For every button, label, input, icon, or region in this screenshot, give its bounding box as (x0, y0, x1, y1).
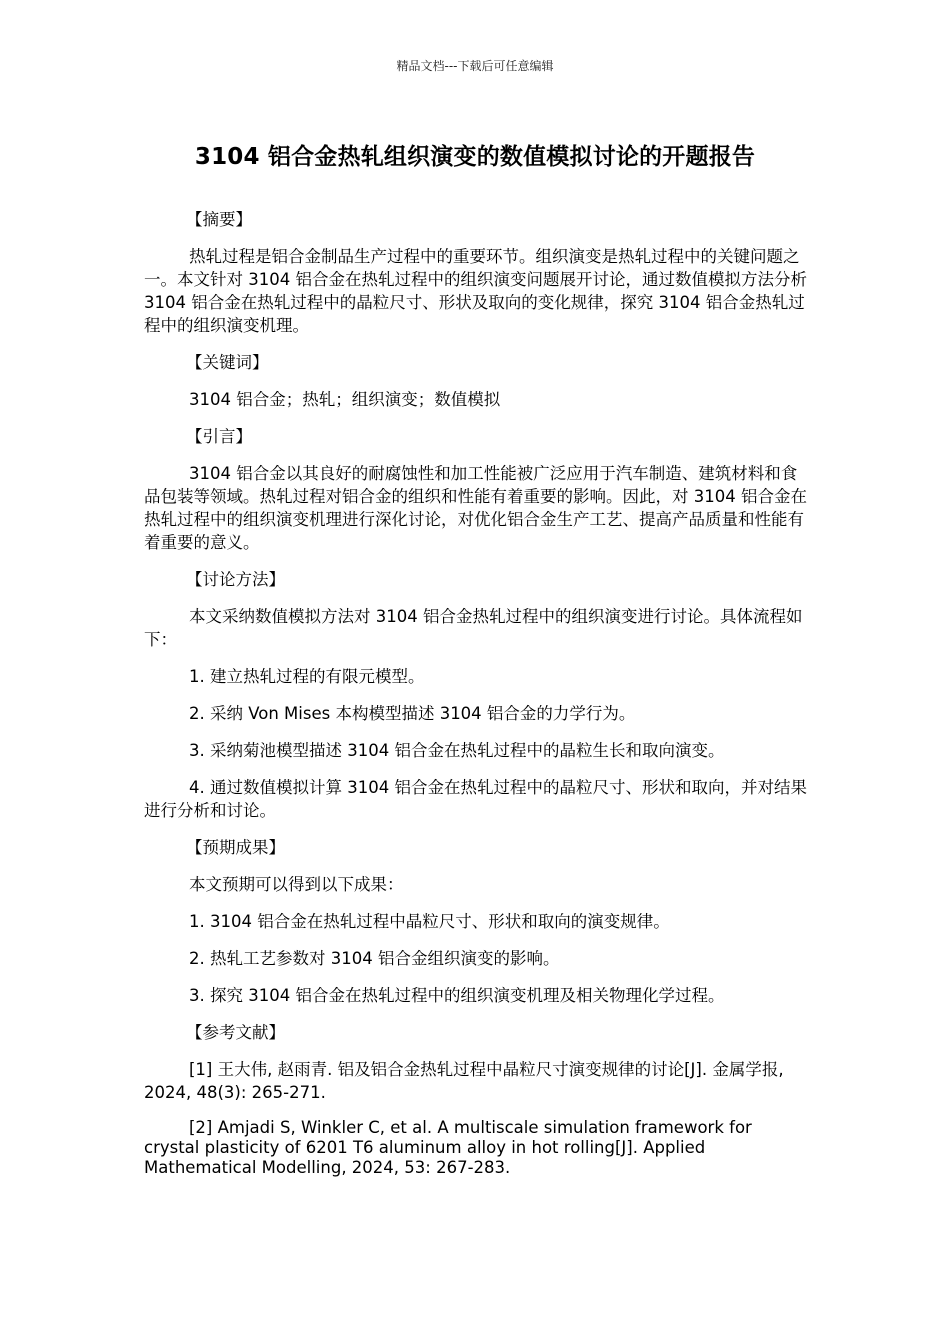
results-heading: 【预期成果】 (186, 838, 285, 857)
keywords-heading: 【关键词】 (186, 353, 269, 372)
references-heading: 【参考文献】 (186, 1023, 285, 1042)
document-body (144, 208, 808, 1192)
method-step: 4. 通过数值模拟计算 3104 铝合金在热轧过程中的晶粒尺寸、形状和取向，并对结果进行分析和讨论。 (144, 778, 807, 820)
document-title: 3104 铝合金热轧组织演变的数值模拟讨论的开题报告 (194, 144, 756, 170)
results-item: 2. 热轧工艺参数对 3104 铝合金组织演变的影响。 (189, 949, 560, 968)
results-item: 3. 探究 3104 铝合金在热轧过程中的组织演变机理及相关物理化学过程。 (189, 986, 725, 1005)
keywords-body: 3104 铝合金；热轧；组织演变；数值模拟 (189, 390, 501, 409)
introduction-body: 3104 铝合金以其良好的耐腐蚀性和加工性能被广泛应用于汽车制造、建筑材料和食品包装等领域。热轧过程对铝合金的组织和性能有着重要的影响。因此，对 3104 铝合金在热轧过程中的组织演变机理进行深化讨论，对优化铝合金生产工艺、提高产品质量和性能有着重要的意义。 (144, 464, 807, 552)
method-step: 3. 采纳菊池模型描述 3104 铝合金在热轧过程中的晶粒生长和取向演变。 (189, 741, 725, 760)
results-intro: 本文预期可以得到以下成果： (189, 875, 404, 894)
method-step: 1. 建立热轧过程的有限元模型。 (189, 667, 425, 686)
method-heading: 【讨论方法】 (186, 570, 285, 589)
results-item: 1. 3104 铝合金在热轧过程中晶粒尺寸、形状和取向的演变规律。 (189, 912, 670, 931)
reference-item: [1] 王大伟, 赵雨青. 铝及铝合金热轧过程中晶粒尺寸演变规律的讨论[J]. 金属学报, 2024, 48(3): 265-271. (144, 1060, 784, 1102)
abstract-body: 热轧过程是铝合金制品生产过程中的重要环节。组织演变是热轧过程中的关键问题之一。本文针对 3104 铝合金在热轧过程中的组织演变问题展开讨论，通过数值模拟方法分析 3104 铝合金在热轧过程中的晶粒尺寸、形状及取向的变化规律，探究 3104 铝合金热轧过程中的组织演变机理。 (144, 247, 807, 335)
reference-item: [2] Amjadi S, Winkler C, et al. A multiscale simulation framework for crystal plasticity of 6201 T6 aluminum alloy in hot rolling[J]. Applied Mathematical Modelling, 2024, 53: 267-283. (144, 1118, 752, 1177)
introduction-heading: 【引言】 (186, 427, 252, 446)
method-intro: 本文采纳数值模拟方法对 3104 铝合金热轧过程中的组织演变进行讨论。具体流程如下： (144, 607, 803, 649)
method-step: 2. 采纳 Von Mises 本构模型描述 3104 铝合金的力学行为。 (189, 704, 636, 723)
page-header: 精品文档---下载后可任意编辑 (396, 59, 554, 73)
abstract-heading: 【摘要】 (186, 210, 252, 229)
